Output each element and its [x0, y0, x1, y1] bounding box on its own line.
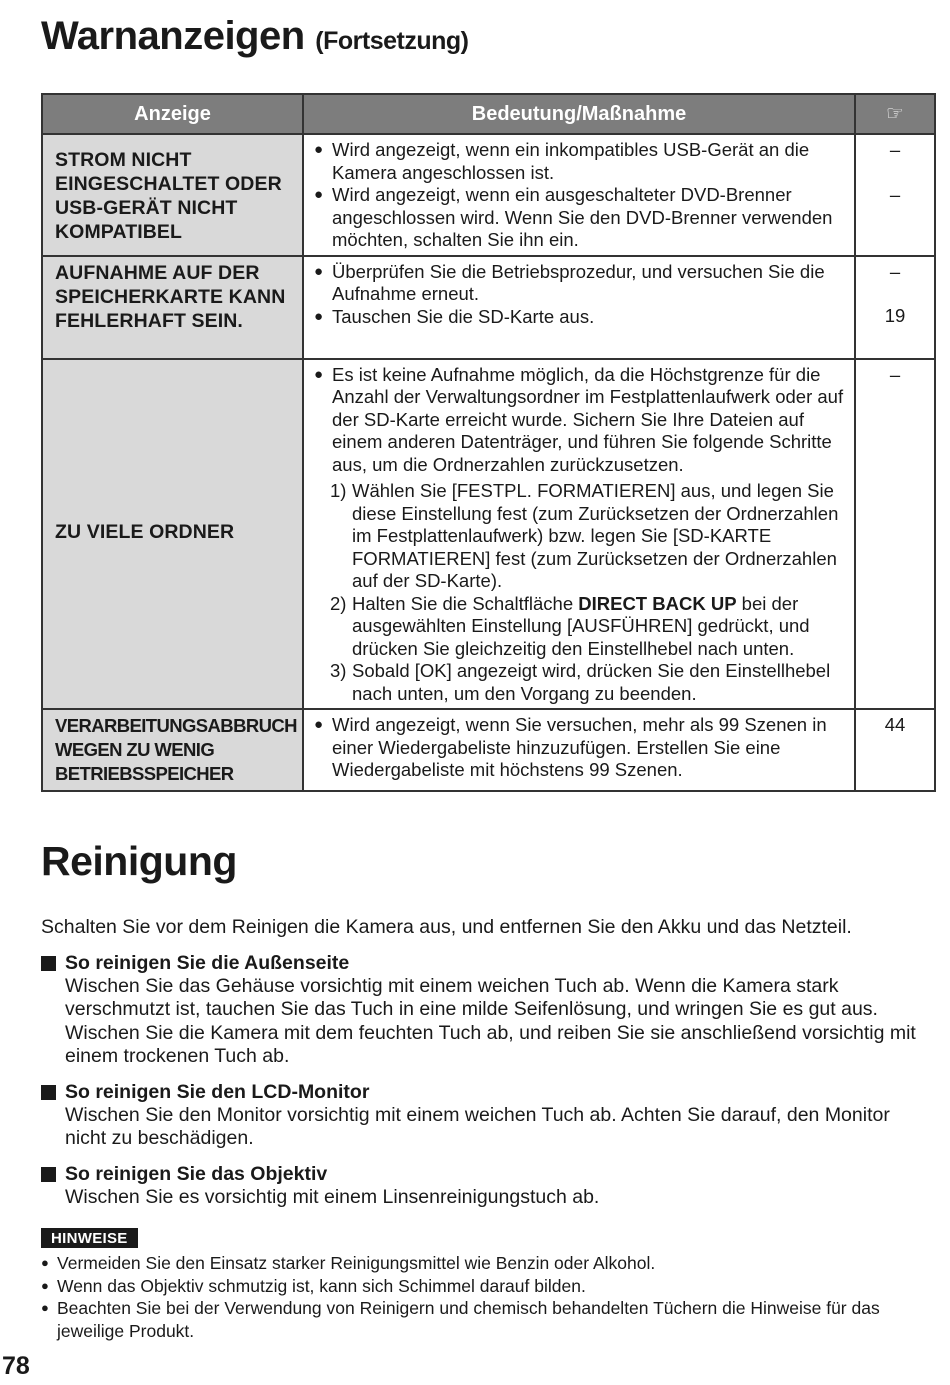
- meaning-cell: [303, 256, 855, 359]
- step-item: [314, 660, 844, 705]
- step-item: [314, 593, 844, 661]
- page-ref: –: [889, 363, 901, 385]
- step-text: Sobald [OK] angezeigt wird, drücken Sie den Einstellhebel nach unten, um den Vorgang zu beenden.: [352, 660, 831, 704]
- step-list: [314, 480, 844, 705]
- header-meaning: Bedeutung/Maßnahme: [303, 94, 855, 134]
- display-cell: VERARBEITUNGSABBRUCH WEGEN ZU WENIG BETRIEBSSPEICHER: [42, 709, 303, 791]
- page-number: 78: [2, 1352, 30, 1380]
- section-body: Wischen Sie das Gehäuse vorsichtig mit einem weichen Tuch ab. Wenn die Kamera stark verschmutzt ist, tauchen Sie das Tuch in eine milde Seifenlösung, und wringen Sie es gut aus. Wischen Sie die Kamera mit dem feuchten Tuch ab, und reiben Sie sie anschließend vorsichtig mit einem trockenen Tuch ab.: [65, 975, 916, 1067]
- step-text: bei der ausgewählten Einstellung [AUSFÜHREN] gedrückt, und drücken Sie gleichzeitig den Einstellhebel nach unten.: [352, 592, 810, 659]
- section-body: Wischen Sie den Monitor vorsichtig mit einem weichen Tuch ab. Achten Sie darauf, den Monitor nicht zu beschädigen.: [65, 1104, 890, 1150]
- bullet-item: ● Wird angezeigt, wenn ein inkompatibles USB-Gerät an die Kamera angeschlossen ist.: [314, 139, 844, 184]
- section-heading-text: So reinigen Sie den LCD-Monitor: [65, 1081, 370, 1103]
- page-subtitle: (Fortsetzung): [315, 27, 469, 55]
- section-heading: [41, 1163, 921, 1186]
- cleaning-exterior-section: [41, 952, 921, 1068]
- page-ref: 19: [884, 305, 906, 326]
- display-cell: AUFNAHME AUF DER SPEICHERKARTE KANN FEHLERHAFT SEIN.: [42, 256, 303, 359]
- bullet-item: ● Wird angezeigt, wenn ein ausgeschalteter DVD-Brenner angeschlossen wird. Wenn Sie den DVD-Brenner verwenden möchten, schalten Sie ihn ein.: [314, 184, 844, 252]
- ref-cell: [855, 134, 935, 256]
- section-body: Wischen Sie es vorsichtig mit einem Linsenreinigungstuch ab.: [65, 1186, 600, 1209]
- section-heading: [41, 1081, 921, 1104]
- step-number: 1): [330, 480, 347, 501]
- note-item: ● Wenn das Objektiv schmutzig ist, kann sich Schimmel darauf bilden.: [41, 1275, 921, 1298]
- page-title-text: Warnanzeigen: [41, 14, 305, 58]
- bullet-item: ● Wird angezeigt, wenn Sie versuchen, mehr als 99 Szenen in einer Wiedergabeliste hinzuzufügen. Erstellen Sie eine Wiedergabeliste mit höchstens 99 Szenen.: [314, 714, 844, 782]
- page-ref: 44: [884, 714, 906, 735]
- step-text: Halten Sie die Schaltfläche: [352, 592, 579, 614]
- bullet-item: ● Tauschen Sie die SD-Karte aus.: [314, 306, 844, 329]
- meaning-cell: [303, 134, 855, 256]
- display-cell: ZU VIELE ORDNER: [42, 359, 303, 710]
- bullet-item: ● Es ist keine Aufnahme möglich, da die Höchstgrenze für die Anzahl der Verwaltungsordner im Festplattenlaufwerk oder auf der SD-Karte erreicht wurde. Sichern Sie Ihre Dateien auf einem anderen Datenträger, und führen Sie folgende Schritte aus, um die Ordnerzahlen zurückzusetzen.: [314, 364, 844, 477]
- step-text: Wählen Sie [FESTPL. FORMATIEREN] aus, und legen Sie diese Einstellung fest (zum Zurücksetzen der Ordnerzahlen im Festplattenlaufwerk) bzw. legen Sie [SD-KARTE FORMATIEREN] fest (zum Zurücksetzen der Ordnerzahlen auf der SD-Karte).: [352, 480, 839, 591]
- page-ref: –: [889, 139, 901, 160]
- meaning-cell: [303, 709, 855, 791]
- notes-label: HINWEISE: [41, 1228, 138, 1248]
- table-row: [42, 359, 935, 710]
- bullet-item: ● Überprüfen Sie die Betriebsprozedur, und versuchen Sie die Aufnahme erneut.: [314, 261, 844, 306]
- reference-hand-icon: ☞: [855, 94, 935, 134]
- meaning-cell: [303, 359, 855, 710]
- section-title: Reinigung: [41, 838, 237, 884]
- table-row: [42, 256, 935, 359]
- section-heading-text: So reinigen Sie das Objektiv: [65, 1163, 328, 1185]
- cleaning-lens-section: [41, 1163, 921, 1209]
- table-row: [42, 709, 935, 791]
- notes-list: [41, 1252, 921, 1342]
- page-ref: –: [889, 260, 901, 282]
- warning-table: [41, 93, 936, 792]
- ref-cell: [855, 709, 935, 791]
- direct-back-up-button-label: DIRECT BACK UP: [578, 592, 737, 614]
- page-title: [41, 14, 469, 59]
- display-cell: STROM NICHT EINGESCHALTET ODER USB-GERÄT NICHT KOMPATIBEL: [42, 134, 303, 256]
- section-heading: [41, 952, 921, 975]
- section-heading-text: So reinigen Sie die Außenseite: [65, 952, 350, 974]
- step-number: 2): [330, 592, 347, 614]
- step-number: 3): [330, 660, 347, 681]
- cleaning-lcd-section: [41, 1081, 921, 1151]
- ref-cell: [855, 359, 935, 710]
- step-item: [314, 480, 844, 593]
- intro-text: Schalten Sie vor dem Reinigen die Kamera aus, und entfernen Sie den Akku und das Netzteil.: [41, 916, 852, 938]
- page-ref: –: [889, 183, 901, 205]
- note-item: ● Vermeiden Sie den Einsatz starker Reinigungsmittel wie Benzin oder Alkohol.: [41, 1252, 921, 1275]
- square-bullet-icon: [41, 1085, 56, 1100]
- header-display: Anzeige: [42, 94, 303, 134]
- table-row: [42, 134, 935, 256]
- square-bullet-icon: [41, 956, 56, 971]
- square-bullet-icon: [41, 1167, 56, 1182]
- ref-cell: [855, 256, 935, 359]
- note-item: ● Beachten Sie bei der Verwendung von Reinigern und chemisch behandelten Tüchern die Hinweise für das jeweilige Produkt.: [41, 1297, 921, 1342]
- table-header-row: [42, 94, 935, 134]
